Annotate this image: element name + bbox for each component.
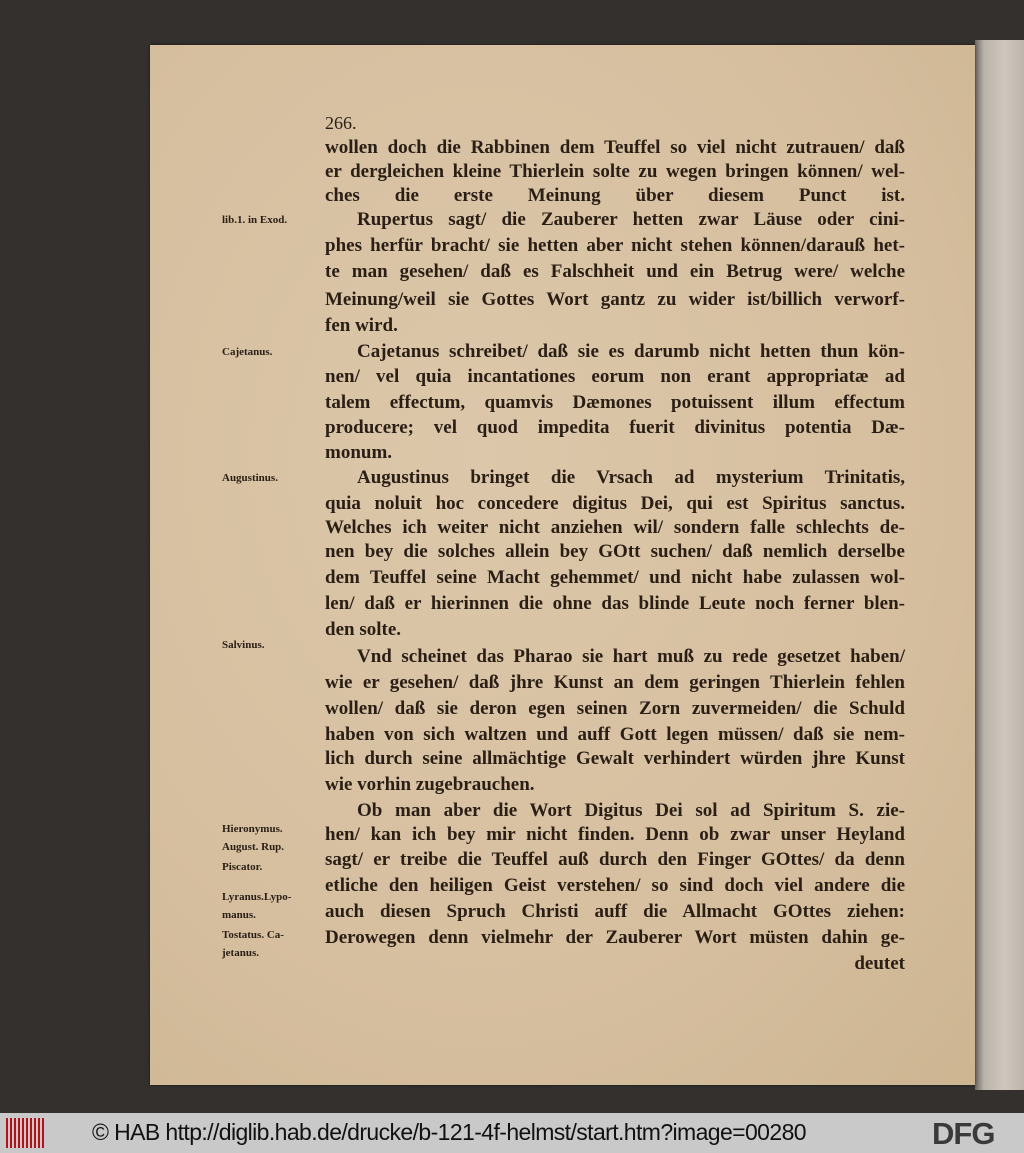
margin-note: Tostatus. Ca-	[222, 929, 284, 941]
text-line: Ob man aber die Wort Digitus Dei sol ad Spiritum S. zie-	[357, 800, 905, 821]
text-line: auch diesen Spruch Christi auff die Allmacht GOttes ziehen:	[325, 901, 905, 922]
text-line: Rupertus sagt/ die Zauberer hetten zwar Läuse oder cini-	[357, 209, 905, 230]
text-line: len/ daß er hierinnen die ohne das blinde Leute noch ferner blen-	[325, 593, 905, 614]
margin-note: August. Rup.	[222, 841, 285, 853]
page-number: 266.	[325, 113, 357, 133]
text-line: hen/ kan ich bey mir nicht finden. Denn ob zwar unser Heyland	[325, 824, 905, 845]
text-line: ches die erste Meinung über diesem Punct ist.	[325, 185, 905, 206]
text-line: Cajetanus schreibet/ daß sie es darumb nicht hetten thun kön-	[357, 341, 905, 362]
margin-note: manus.	[222, 909, 256, 921]
margin-note: jetanus.	[222, 947, 259, 959]
text-line: sagt/ er treibe die Teuffel auß durch den Finger GOttes/ da denn	[325, 849, 905, 870]
footer-bar	[0, 1113, 1024, 1153]
margin-note: Augustinus.	[222, 472, 278, 484]
hab-barcode-logo-icon	[6, 1118, 46, 1148]
copyright-url[interactable]: © HAB http://diglib.hab.de/drucke/b-121-4f-helmst/start.htm?image=00280	[92, 1119, 806, 1145]
text-line: den solte.	[325, 619, 401, 640]
text-line: nen bey die solches allein bey GOtt suchen/ daß nemlich derselbe	[325, 541, 905, 562]
margin-note: Cajetanus.	[222, 346, 273, 358]
text-line: te man gesehen/ daß es Falschheit und ein Betrug were/ welche	[325, 261, 905, 282]
text-line: dem Teuffel seine Macht gehemmet/ und nicht habe zulassen wol-	[325, 567, 905, 588]
margin-note: Salvinus.	[222, 639, 265, 651]
margin-note: Hieronymus.	[222, 823, 283, 835]
text-line: wollen/ daß sie deron egen seinen Zorn zuvermeiden/ die Schuld	[325, 698, 905, 719]
text-line: monum.	[325, 442, 393, 463]
text-line: haben von sich waltzen und auff Gott legen müssen/ daß sie nem-	[325, 724, 905, 745]
text-line: wie er gesehen/ daß jhre Kunst an dem geringen Thierlein fehlen	[325, 672, 905, 693]
text-line: Augustinus bringet die Vrsach ad mysterium Trinitatis,	[357, 467, 905, 488]
text-line: deutet	[854, 953, 905, 974]
text-line: phes herfür bracht/ sie hetten aber nicht stehen können/darauß het-	[325, 235, 905, 256]
text-line: fen wird.	[325, 315, 398, 336]
text-line: wie vorhin zugebrauchen.	[325, 774, 535, 795]
text-line: wollen doch die Rabbinen dem Teuffel so viel nicht zutrauen/ daß	[325, 137, 905, 158]
text-line: producere; vel quod impedita fuerit divinitus potentia Dæ-	[325, 417, 905, 438]
text-line: Meinung/weil sie Gottes Wort gantz zu wider ist/billich verworf-	[325, 289, 905, 310]
text-line: Welches ich weiter nicht anziehen wil/ sondern falle schlechts de-	[325, 517, 905, 538]
text-line: talem effectum, quamvis Dæmones potuissent illum effectum	[325, 392, 905, 413]
margin-note: lib.1. in Exod.	[222, 214, 288, 226]
text-line: Vnd scheinet das Pharao sie hart muß zu rede gesetzet haben/	[357, 646, 905, 667]
margin-note: Lyranus.Lypo-	[222, 891, 292, 903]
margin-note: Piscator.	[222, 861, 263, 873]
text-line: lich durch seine allmächtige Gewalt verhindert würden jhre Kunst	[325, 748, 905, 769]
text-line: er dergleichen kleine Thierlein solte zu wegen bringen können/ wel-	[325, 161, 905, 182]
text-line: quia noluit hoc concedere digitus Dei, qui est Spiritus sanctus.	[325, 493, 905, 514]
text-line: Derowegen denn vielmehr der Zauberer Wort müsten dahin ge-	[325, 927, 905, 948]
text-line: etliche den heiligen Geist verstehen/ so sind doch viel andere die	[325, 875, 905, 896]
text-line: nen/ vel quia incantationes eorum non erant appropriatæ ad	[325, 366, 905, 387]
dfg-logo: DFG	[932, 1116, 995, 1151]
